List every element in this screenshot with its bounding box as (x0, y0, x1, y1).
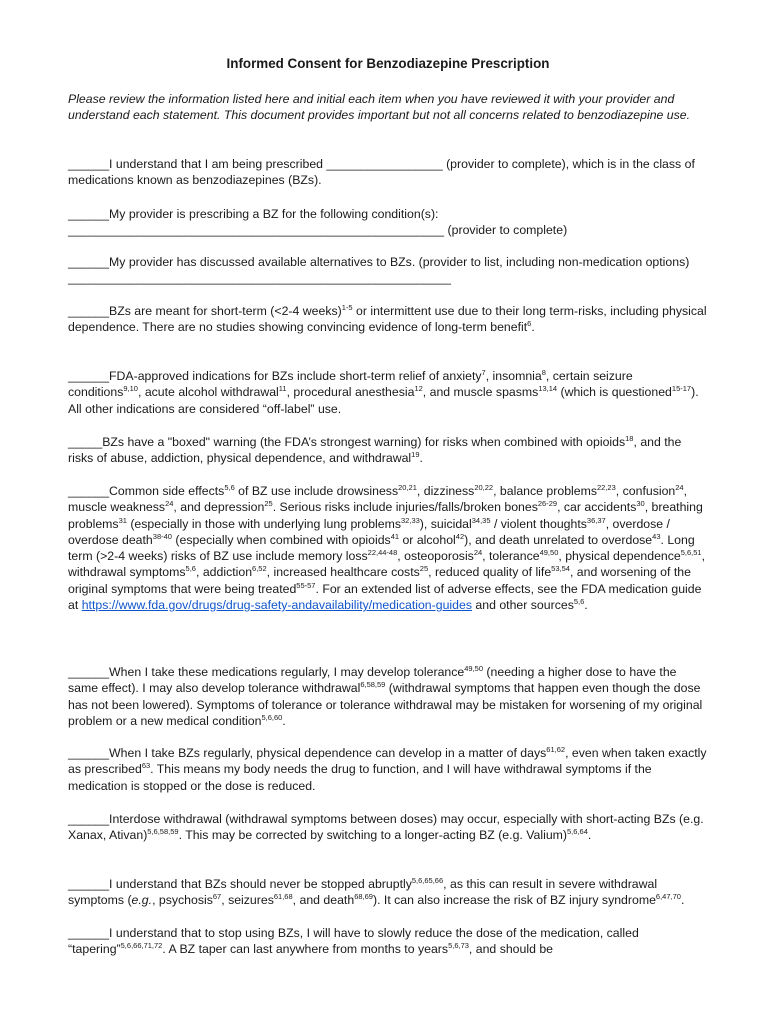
item-text: , and the risks of abuse, addiction, physical dependence, and withdrawal (68, 435, 682, 466)
item-text: , car accidents (557, 500, 637, 515)
item-text: , overdose / overdose death (68, 516, 670, 547)
item-text: , confusion (615, 484, 676, 498)
item-text: , as this can result in severe withdrawal symptoms ( (68, 877, 658, 908)
item-text: ______I understand that BZs should never be stopped abruptly (68, 877, 412, 891)
item-text: ______My provider is prescribing a BZ for the following condition(s): _______________________________________________________ (provider to complete) (68, 207, 568, 238)
citation: 31 (118, 515, 127, 525)
item-text: (withdrawal symptoms that happen even though the dose has not been lowered). Symptoms of tolerance or tolerance withdrawal may be mistaken for worsening of my original problem or a new medical condition (68, 681, 703, 728)
citation: 34,35 (471, 515, 491, 525)
item-text: , reduced quality of life (428, 565, 552, 580)
item-text: ______I understand that to stop using BZs, I will have to slowly reduce the dose of the medication, called “tapering” (68, 926, 639, 957)
citation: 13,14 (538, 384, 558, 394)
item-text: . For an extended list of adverse effects, see the FDA medication guide at (68, 581, 702, 613)
citation: 5,6,66,71,72 (120, 941, 163, 951)
item-text: , certain seizure conditions (68, 369, 633, 400)
citation: 42 (455, 531, 465, 541)
document-title: Informed Consent for Benzodiazepine Prescription (226, 56, 550, 71)
citation: 53,54 (551, 564, 570, 574)
citation: 19 (411, 450, 420, 460)
citation: 5,6,51 (680, 548, 702, 558)
item-text: (especially in those with underlying lung problems (126, 516, 402, 531)
item-text: ______Interdose withdrawal (withdrawal symptoms between doses) may occur, especially with short-acting BZs (e.g. Xanax, Ativan) (68, 812, 704, 843)
citation: 7 (481, 368, 486, 377)
item-tolerance[interactable] (68, 664, 708, 729)
fda-medication-guide-link[interactable]: https://www.fda.gov/drugs/drug-safety-andavailability/medication-guides (81, 598, 472, 613)
citation: 6,58,59 (360, 680, 386, 690)
item-text: . (282, 713, 286, 728)
item-interdose-withdrawal[interactable] (68, 811, 708, 844)
citation: 22,44-48 (367, 548, 398, 558)
citation: 68,69 (354, 892, 373, 902)
citation: 18 (625, 434, 634, 443)
citation: 25 (264, 499, 273, 509)
item-text: . (584, 598, 588, 613)
item-text: and other sources (471, 598, 574, 613)
item-abrupt-stop[interactable] (68, 876, 708, 909)
citation: 8 (541, 368, 546, 377)
item-text: , procedural anesthesia (286, 385, 415, 400)
item-text: . (419, 451, 423, 466)
citation: 9,10 (123, 384, 138, 394)
item-text: ______My provider has discussed available alternatives to BZs. (provider to list, including non-medication options) ________________________________________________________ (68, 255, 690, 286)
item-text: , even when taken exactly as prescribed (68, 746, 707, 777)
item-text: . (531, 320, 535, 335)
item-text: , acute alcohol withdrawal (137, 385, 279, 400)
item-text: of BZ use include drowsiness (234, 484, 399, 498)
item-text: , and depression (173, 500, 265, 515)
item-text: ______Common side effects (68, 484, 225, 498)
item-text: (which is questioned (557, 385, 672, 400)
citation: 38-40 (152, 531, 172, 541)
item-text: ), and death unrelated to overdose (464, 532, 653, 547)
citation: 22,23 (597, 483, 616, 492)
citation: 36,37 (586, 515, 606, 525)
item-text: ______When I take these medications regularly, I may develop tolerance (68, 665, 465, 679)
item-text: , withdrawal symptoms (68, 549, 706, 580)
item-text: ______FDA-approved indications for BZs include short-term relief of anxiety (68, 369, 482, 383)
item-side-effects[interactable] (68, 483, 708, 613)
item-physical-dependence[interactable] (68, 745, 708, 794)
citation: 24 (165, 499, 174, 509)
item-text: , osteoporosis (397, 549, 474, 564)
item-short-term-use[interactable] (68, 303, 708, 336)
item-text: , insomnia (485, 369, 542, 383)
citation: 32,33 (401, 515, 420, 525)
citation: 5,6,64 (567, 827, 588, 837)
item-text: (especially when combined with opioids (171, 532, 391, 547)
item-prescribed-medication[interactable] (68, 156, 708, 189)
citation: 43 (652, 531, 661, 541)
item-text: , and should be (468, 942, 554, 957)
item-text: . (587, 828, 592, 843)
citation: 61,62 (546, 745, 566, 754)
citation: 30 (636, 499, 645, 509)
citation: 6,47,70 (655, 892, 681, 902)
citation: 5,6 (224, 483, 235, 492)
item-text: _____BZs have a "boxed" warning (the FDA’s strongest warning) for risks when combined with opioids (68, 435, 626, 449)
intro-paragraph: Please review the information listed here and initial each item when you have reviewed it with your provider and understand each statement. This document provides important but not all concerns related to benzodiazepine use. (68, 92, 691, 123)
citation: 49,50 (464, 664, 484, 673)
citation: 12 (414, 384, 423, 394)
item-text: . This may be corrected by switching to a longer-acting BZ (e.g. Valium) (178, 828, 568, 843)
item-text: ______I understand that I am being prescribed _________________ (provider to complete), which is in the class of medications known as benzodiazepines (BZs). (68, 157, 695, 188)
item-text: (needing a higher dose to have the same effect). I may also develop tolerance withdrawal (68, 665, 677, 696)
item-text: or intermittent use due to their long term-risks, including physical dependence. There are no studies showing convincing evidence of long-term benefit (68, 304, 707, 335)
item-text: ), suicidal (419, 516, 472, 531)
item-text: . This means my body needs the drug to function, and I will have withdrawal symptoms if the medication is stopped or the dose is reduced. (68, 762, 652, 793)
citation: 15-17 (671, 384, 692, 394)
item-text: , physical dependence (558, 549, 681, 564)
item-text: / violent thoughts (490, 516, 587, 531)
item-text: , psychosis (152, 893, 213, 908)
citation: 24 (675, 483, 684, 492)
item-text: , balance problems (493, 484, 597, 498)
item-text: or alcohol (399, 532, 456, 547)
item-text: , muscle weakness (68, 484, 688, 515)
item-text: ______When I take BZs regularly, physical dependence can develop in a matter of days (68, 746, 547, 760)
citation: 1-5 (341, 303, 353, 312)
citation: 5,6,58,59 (147, 827, 179, 837)
citation: 55-57 (296, 580, 316, 590)
item-text: , increased healthcare costs (266, 565, 420, 580)
item-text: , seizures (221, 893, 274, 908)
item-text: , and worsening of the original symptoms that were being treated (68, 565, 691, 596)
item-text: . (680, 893, 685, 908)
citation: 25 (419, 564, 429, 574)
item-condition[interactable] (68, 206, 708, 239)
citation: 67 (212, 892, 222, 902)
item-text: . Long term (>2-4 weeks) risks of BZ use include memory loss (68, 532, 695, 564)
citation: 20,22 (474, 483, 494, 492)
item-tapering[interactable] (68, 925, 708, 958)
citation: 5,6,73 (448, 941, 469, 951)
citation: 5,6,60 (261, 712, 283, 722)
item-text: , addiction (195, 565, 253, 580)
item-text: ). It can also increase the risk of BZ injury syndrome (372, 893, 656, 908)
item-boxed-warning[interactable] (68, 434, 708, 467)
item-alternatives[interactable] (68, 254, 708, 287)
item-text: , breathing problems (68, 500, 703, 531)
item-text: , and death (292, 893, 355, 908)
citation: 6,52 (252, 564, 267, 574)
item-text: , tolerance (482, 549, 540, 564)
citation: 5,6 (185, 564, 196, 574)
item-text: . A BZ taper can last anywhere from months to years (162, 942, 449, 957)
item-text: ). All other indications are considered “off-label” use. (68, 385, 699, 416)
item-text: . Serious risks include injuries/falls/broken bones (272, 500, 538, 515)
item-fda-indications[interactable] (68, 368, 708, 417)
item-text: , and muscle spasms (422, 385, 539, 400)
citation: 5,6,65,66 (411, 876, 444, 885)
citation: 63 (141, 761, 151, 771)
item-text: , dizziness (416, 484, 475, 498)
citation: 26-29 (537, 499, 558, 509)
item-text-italic: e.g. (131, 893, 153, 908)
citation: 41 (390, 531, 400, 541)
citation: 11 (278, 384, 287, 394)
item-text: ______BZs are meant for short-term (<2-4 weeks) (68, 304, 342, 318)
citation: 24 (473, 548, 483, 558)
citation: 5,6 (573, 597, 585, 607)
citation: 20,21 (398, 483, 417, 492)
citation: 6 (527, 319, 532, 329)
citation: 61,68 (273, 892, 293, 902)
citation: 49,50 (539, 548, 559, 558)
